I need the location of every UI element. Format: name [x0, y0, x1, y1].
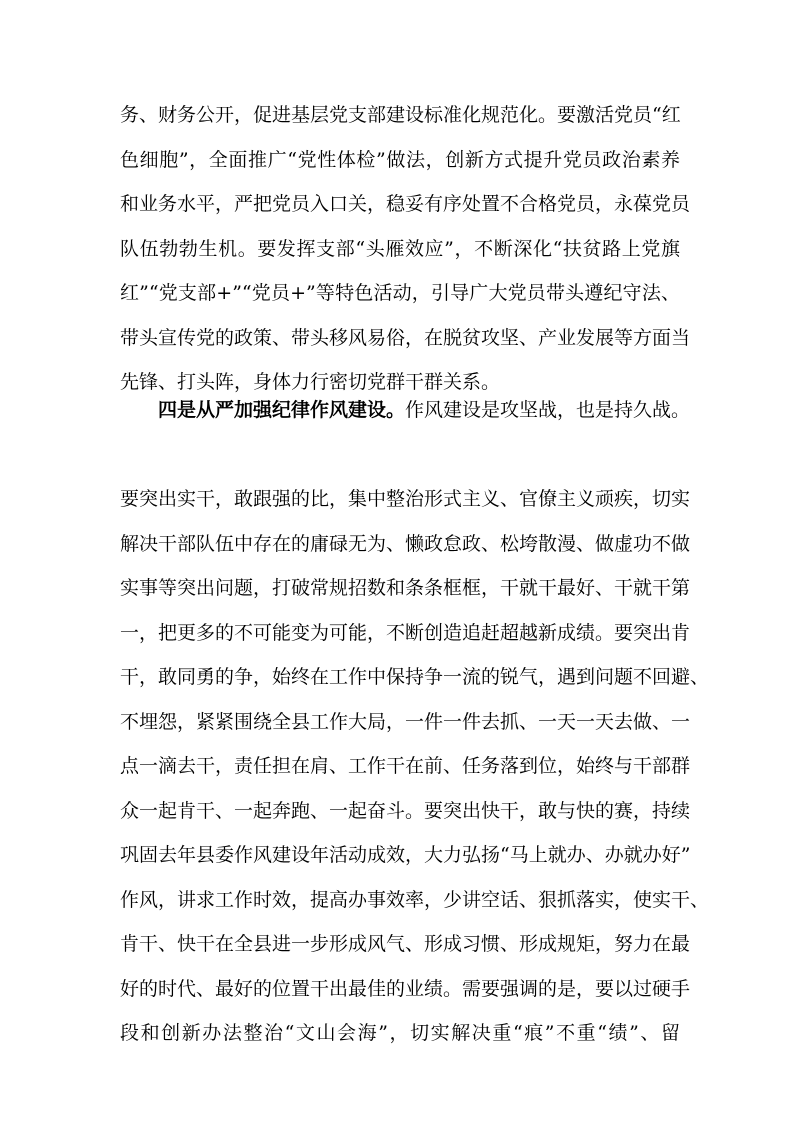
paragraph1-line-4: 队伍勃勃生机。要发挥支部“头雁效应”，不断深化“扶贫路上党旗 [120, 238, 680, 260]
paragraph1-line-3: 和业务水平，严把党员入口关，稳妥有序处置不合格党员，永葆党员 [120, 193, 691, 215]
paragraph2-line-1-rest: 作风建设是攻坚战，也是持久战。 [405, 399, 691, 421]
paragraph2-line-12: 肯干、快干在全县进一步形成风气、形成习惯、形成规矩，努力在最 [120, 933, 691, 955]
paragraph1-line-2: 色细胞”，全面推广“党性体检”做法，创新方式提升党员政治素养 [120, 149, 680, 171]
paragraph2-line-13: 好的时代、最好的位置干出最佳的业绩。需要强调的是，要以过硬手 [120, 978, 691, 1000]
paragraph1-line-6: 带头宣传党的政策、带头移风易俗，在脱贫攻坚、产业发展等方面当 [120, 327, 691, 349]
paragraph2-line-3: 解决干部队伍中存在的庸碌无为、懒政怠政、松垮散漫、做虚功不做 [120, 533, 691, 555]
section-heading: 四是从严加强纪律作风建设。 [158, 399, 406, 421]
paragraph2-line-1 [158, 399, 691, 421]
paragraph2-line-11: 作风，讲求工作时效，提高办事效率，少讲空话、狠抓落实，使实干、 [120, 889, 710, 911]
paragraph1-line-7: 先锋、打头阵，身体力行密切党群干群关系。 [120, 371, 501, 393]
paragraph2-line-4: 实事等突出问题，打破常规招数和条条框框，干就干最好、干就干第 [120, 577, 691, 599]
paragraph2-line-9: 众一起肯干、一起奔跑、一起奋斗。要突出快干，敢与快的赛，持续 [120, 800, 691, 822]
paragraph2-line-6: 干，敢同勇的争，始终在工作中保持争一流的锐气，遇到问题不回避、 [120, 666, 710, 688]
paragraph1-line-1: 务、财务公开，促进基层党支部建设标准化规范化。要激活党员“红 [120, 104, 681, 126]
paragraph2-line-10: 巩固去年县委作风建设年活动成效，大力弘扬“马上就办、办就办好” [120, 844, 691, 866]
paragraph2-line-8: 点一滴去干，责任担在肩、工作干在前、任务落到位，始终与干部群 [120, 755, 691, 777]
paragraph2-line-7: 不埋怨，紧紧围绕全县工作大局，一件一件去抓、一天一天去做、一 [120, 711, 691, 733]
paragraph1-line-5: 红”“党支部+”“党员+”等特色活动，引导广大党员带头遵纪守法、 [120, 282, 680, 304]
paragraph2-line-5: 一，把更多的不可能变为可能，不断创造追赶超越新成绩。要突出肯 [120, 622, 691, 644]
paragraph2-line-2: 要突出实干，敢跟强的比，集中整治形式主义、官僚主义顽疾，切实 [120, 488, 691, 510]
paragraph2-line-14: 段和创新办法整治“文山会海”，切实解决重“痕”不重“绩”、留 [120, 1022, 680, 1044]
